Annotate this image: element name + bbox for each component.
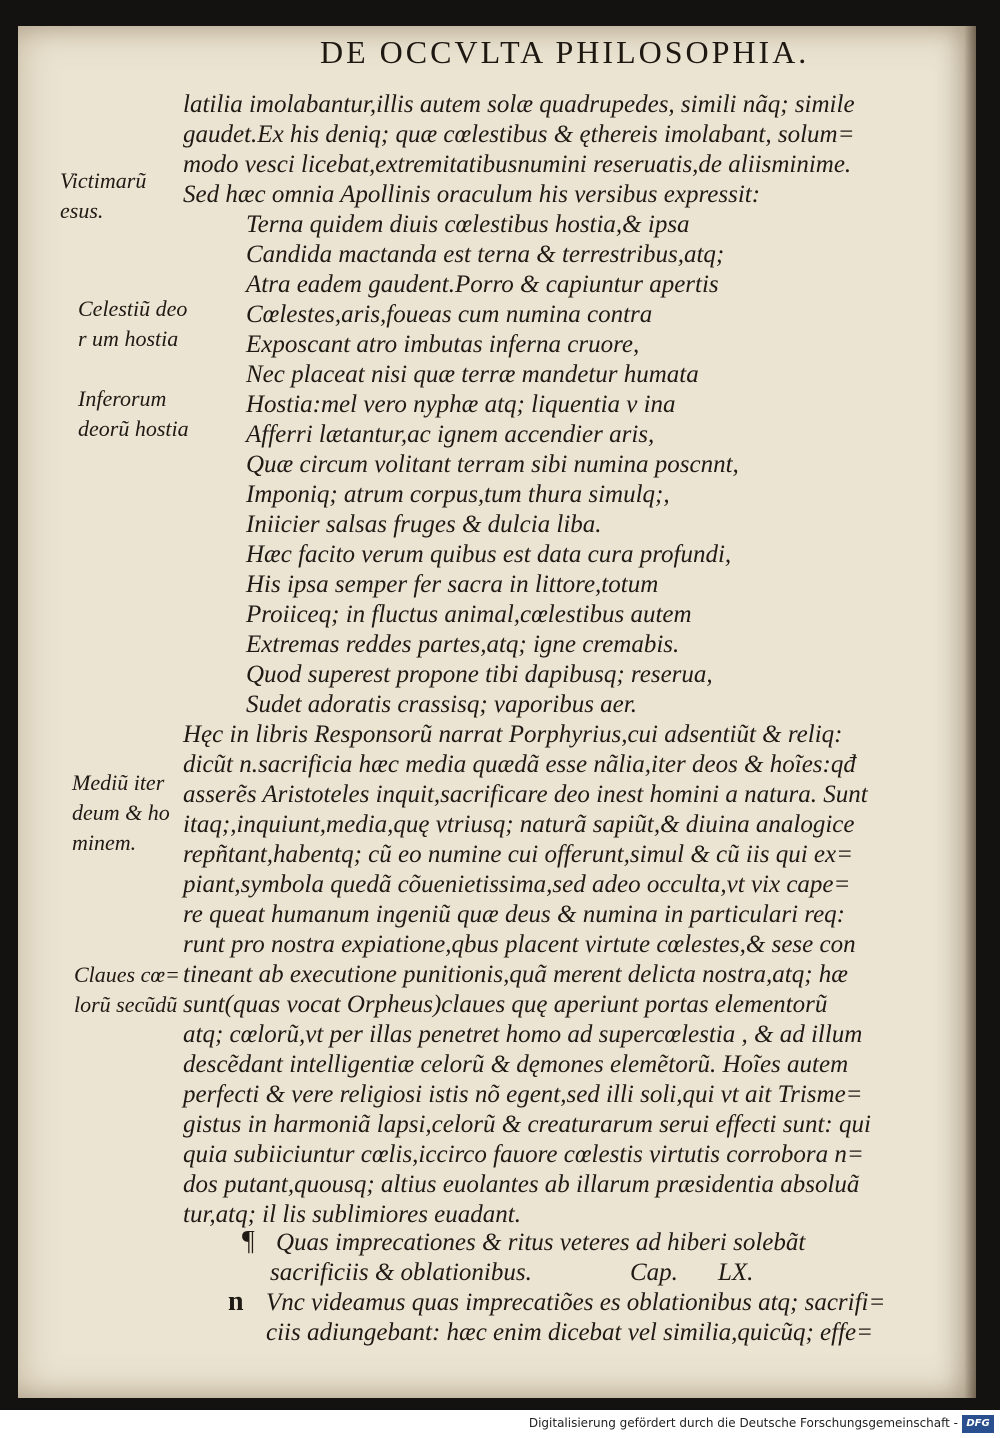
verse-line: Imponiq; atrum corpus,tum thura simulq;, [246, 481, 670, 508]
body-line: latilia imolabantur,illis autem solæ quadrupedes, simili nãq; simile [183, 91, 855, 118]
margin-note-medium: minem. [72, 830, 137, 855]
body-line: atq; cœlorũ,vt per illas penetret homo ad supercœlestia , & ad illum [183, 1021, 863, 1048]
verse-line: Terna quidem diuis cœlestibus hostia,& ipsa [246, 211, 690, 238]
verse-line: Extremas reddes partes,atq; igne cremabis. [246, 631, 680, 658]
body-line: gistus in harmoniã lapsi,celorũ & creaturarum serui effecti sunt: qui [183, 1111, 871, 1138]
chapter-title-line: sacrificiis & oblationibus. [270, 1259, 532, 1286]
margin-note-celestium: Celestiũ deo [78, 296, 188, 321]
verse-line: Proiiceq; in fluctus animal,cœlestibus autem [246, 601, 692, 628]
verse-line: Exposcant atro imbutas inferna cruore, [246, 331, 640, 358]
pilcrow-mark: ¶ [242, 1226, 255, 1257]
body-line: dos putant,quousq; altius euolantes ab illarum præsidentia absoluã [183, 1171, 860, 1198]
footer-bar [0, 1410, 1000, 1438]
body-line: descẽdant intelligentiæ celorũ & dęmones elemẽtorũ. Hoĩes autem [183, 1051, 849, 1078]
chapter-body-line: ciis adiungebant: hæc enim dicebat vel similia,quicũq; effe= [266, 1319, 874, 1346]
dfg-logo-icon: DFG [962, 1415, 994, 1433]
margin-note-inferorum: Inferorum [78, 386, 167, 411]
verse-line: Quæ circum volitant terram sibi numina poscnnt, [246, 451, 739, 478]
verse-line: His ipsa semper fer sacra in littore,totum [246, 571, 659, 598]
verse-line: Nec placeat nisi quæ terræ mandetur humata [246, 361, 699, 388]
verse-line: Sudet adoratis crassisq; vaporibus aer. [246, 691, 637, 718]
chapter-title-line: Quas imprecationes & ritus veteres ad hiberi solebãt [276, 1229, 806, 1256]
running-header: DE OCCVLTA PHILOSOPHIA. [320, 34, 810, 70]
margin-note-medium: deum & ho [72, 800, 170, 825]
verse-line: Atra eadem gaudent.Porro & capiuntur apertis [246, 271, 719, 298]
body-line: re queat humanum ingeniũ quæ deus & numina in particulari req: [183, 901, 845, 928]
margin-note-celestium: r um hostia [78, 326, 179, 351]
verse-line: Quod superest propone tibi dapibusq; reserua, [246, 661, 713, 688]
body-line: repñtant,habentq; cũ eo numine cui offerunt,simul & cũ iis qui ex= [183, 841, 853, 868]
margin-note-medium: Mediũ iter [72, 770, 165, 795]
margin-note-inferorum: deorũ hostia [78, 416, 189, 441]
chapter-cap-number: LX. [718, 1259, 754, 1286]
footer-credit: Digitalisierung gefördert durch die Deutsche Forschungsgemeinschaft - [528, 1416, 958, 1430]
margin-note-claues: Claues cœ= [74, 962, 180, 987]
body-line: Sed hæc omnia Apollinis oraculum his versibus expressit: [183, 181, 761, 208]
margin-note-claues: lorũ secũdũ [74, 992, 178, 1017]
body-line: perfecti & vere religiosi istis nõ egent,sed illi soli,qui vt ait Trisme= [183, 1081, 863, 1108]
verse-line: Afferri lætantur,ac ignem accendier aris, [246, 421, 655, 448]
body-line: dicũt n.sacrificia hæc media quædã esse nãlia,iter deos & hoĩes:qđ [183, 751, 856, 778]
verse-line: Iniicier salsas fruges & dulcia liba. [246, 511, 602, 538]
verse-line: Hæc facito verum quibus est data cura profundi, [246, 541, 732, 568]
body-line: itaq;,inquiunt,media,quę vtriusq; naturã sapiũt,& diuina analogice [183, 811, 855, 838]
verse-line: Candida mactanda est terna & terrestribus,atq; [246, 241, 725, 268]
body-line: asserẽs Aristoteles inquit,sacrificare deo inest homini a natura. Sunt [183, 781, 868, 808]
chapter-body-line: Vnc videamus quas imprecatiões es oblationibus atq; sacrifi= [266, 1289, 886, 1316]
body-line: tineant ab executione punitionis,quã merent delicta nostra,atq; hæ [183, 961, 848, 988]
margin-note-victimarum: Victimarũ [60, 168, 147, 193]
body-line: quia subiiciuntur cœlis,iccirco fauore cœlestis virtutis corrobora n= [183, 1141, 864, 1168]
body-line: gaudet.Ex his deniq; quæ cœlestibus & ęthereis imolabant, solum= [183, 121, 855, 148]
verse-line: Cœlestes,aris,foueas cum numina contra [246, 301, 653, 328]
verse-line: Hostia:mel vero nyphæ atq; liquentia v ina [246, 391, 676, 418]
body-line: modo vesci licebat,extremitatibusnumini reseruatis,de aliisminime. [183, 151, 852, 178]
body-line: piant,symbola quedã cõuenietissima,sed adeo occulta,vt vix cape= [183, 871, 851, 898]
body-line: Hęc in libris Responsorũ narrat Porphyrius,cui adsentiũt & reliq: [183, 721, 843, 748]
margin-note-victimarum: esus. [60, 198, 104, 223]
body-line: runt pro nostra expiatione,qbus placent virtute cœlestes,& sese con [183, 931, 856, 958]
chapter-cap-label: Cap. [630, 1259, 678, 1286]
chapter-initial: n [228, 1286, 244, 1317]
body-line: tur,atq; il lis sublimiores euadant. [183, 1201, 521, 1228]
body-line: sunt(quas vocat Orpheus)claues quę aperiunt portas elementorũ [183, 991, 828, 1018]
